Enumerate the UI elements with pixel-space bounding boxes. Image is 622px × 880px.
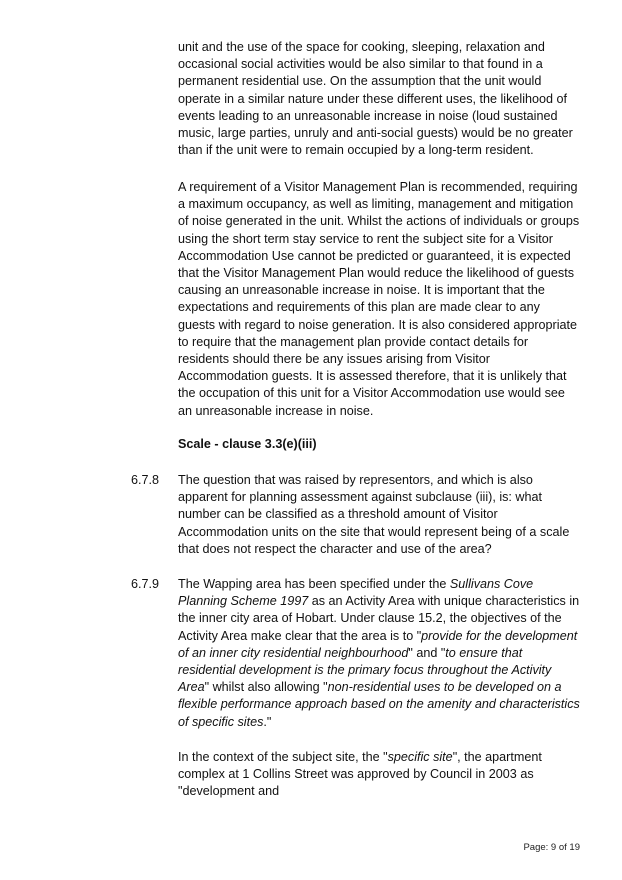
paragraph-visitor-management-plan: A requirement of a Visitor Management Plan is recommended, requiring a maximum occupancy, as well as limiting, management and mitigation of noise generated in the unit. Whilst the actions of individuals or groups using the short term stay service to rent the subject site for a Visitor Accommodation Use cannot be predicted or guaranteed, it is expected that the Visitor Management Plan would reduce the likelihood of guests causing an unreasonable increase in noise. It is important that the expectations and requirements of this plan are made clear to any guests with regard to noise generation. It is also considered appropriate to require that the management plan provide contact details for residents should there be any issues arising from Visitor Accommodation guests. It is assessed therefore, that it is unlikely that the occupation of this unit for a Visitor Accommodation use would see an unreasonable increase in noise. (178, 180, 580, 418)
clause-number-6-7-9: 6.7.9 (131, 577, 160, 591)
italic-quote-objective-3: non-residential uses to be developed on a flexible performance approach based on the amenity and characteristics of specific sites (178, 680, 580, 729)
paragraph-unit-use: unit and the use of the space for cooking, sleeping, relaxation and occasional social activities would be also similar to that found in a permanent residential use. On the assumption that the unit would operate in a similar nature under these different uses, the likelihood of events leading to an unreasonable increase in noise (loud sustained music, large parties, unruly and anti-social guests) would be no greater than if the unit were to remain occupied by a long-term resident. (178, 40, 573, 158)
text-run: The Wapping area has been specified under the (178, 577, 450, 591)
text-run: In the context of the subject site, the " (178, 750, 388, 764)
clause-text-6-7-9 (178, 576, 580, 731)
text-run: as an Activity Area with unique characteristics in the inner city area of Hobart. Under clause 15.2, the objectives of the Activity Area make clear that the area is to " (178, 594, 580, 643)
italic-quote-objective-1: provide for the development of an inner city residential neighbourhood (178, 628, 578, 660)
clause-number-6-7-8: 6.7.8 (131, 473, 160, 487)
text-run: " and " (408, 645, 446, 660)
italic-specific-site: specific site (387, 750, 453, 764)
text-run: ." (263, 714, 272, 729)
page-number: Page: 9 of 19 (523, 842, 580, 853)
italic-scheme-name: Sullivans Cove Planning Scheme 1997 (178, 577, 534, 609)
clause-text-6-7-8: The question that was raised by representors, and which is also apparent for planning assessment against subclause (iii), is: what number can be classified as a threshold amount of Visitor Accommodation units on the site that would represent being of a scale that does not respect the character and use of the area? (178, 473, 570, 556)
paragraph-specific-site (178, 749, 580, 801)
section-heading: Scale - clause 3.3(e)(iii) (178, 437, 317, 451)
italic-quote-objective-2: to ensure that residential development is the primary focus throughout the Activity Area (178, 645, 552, 695)
text-run: ", the apartment complex at 1 Collins Street was approved by Council in 2003 as "development and (178, 750, 542, 799)
text-run: " whilst also allowing " (204, 680, 328, 695)
